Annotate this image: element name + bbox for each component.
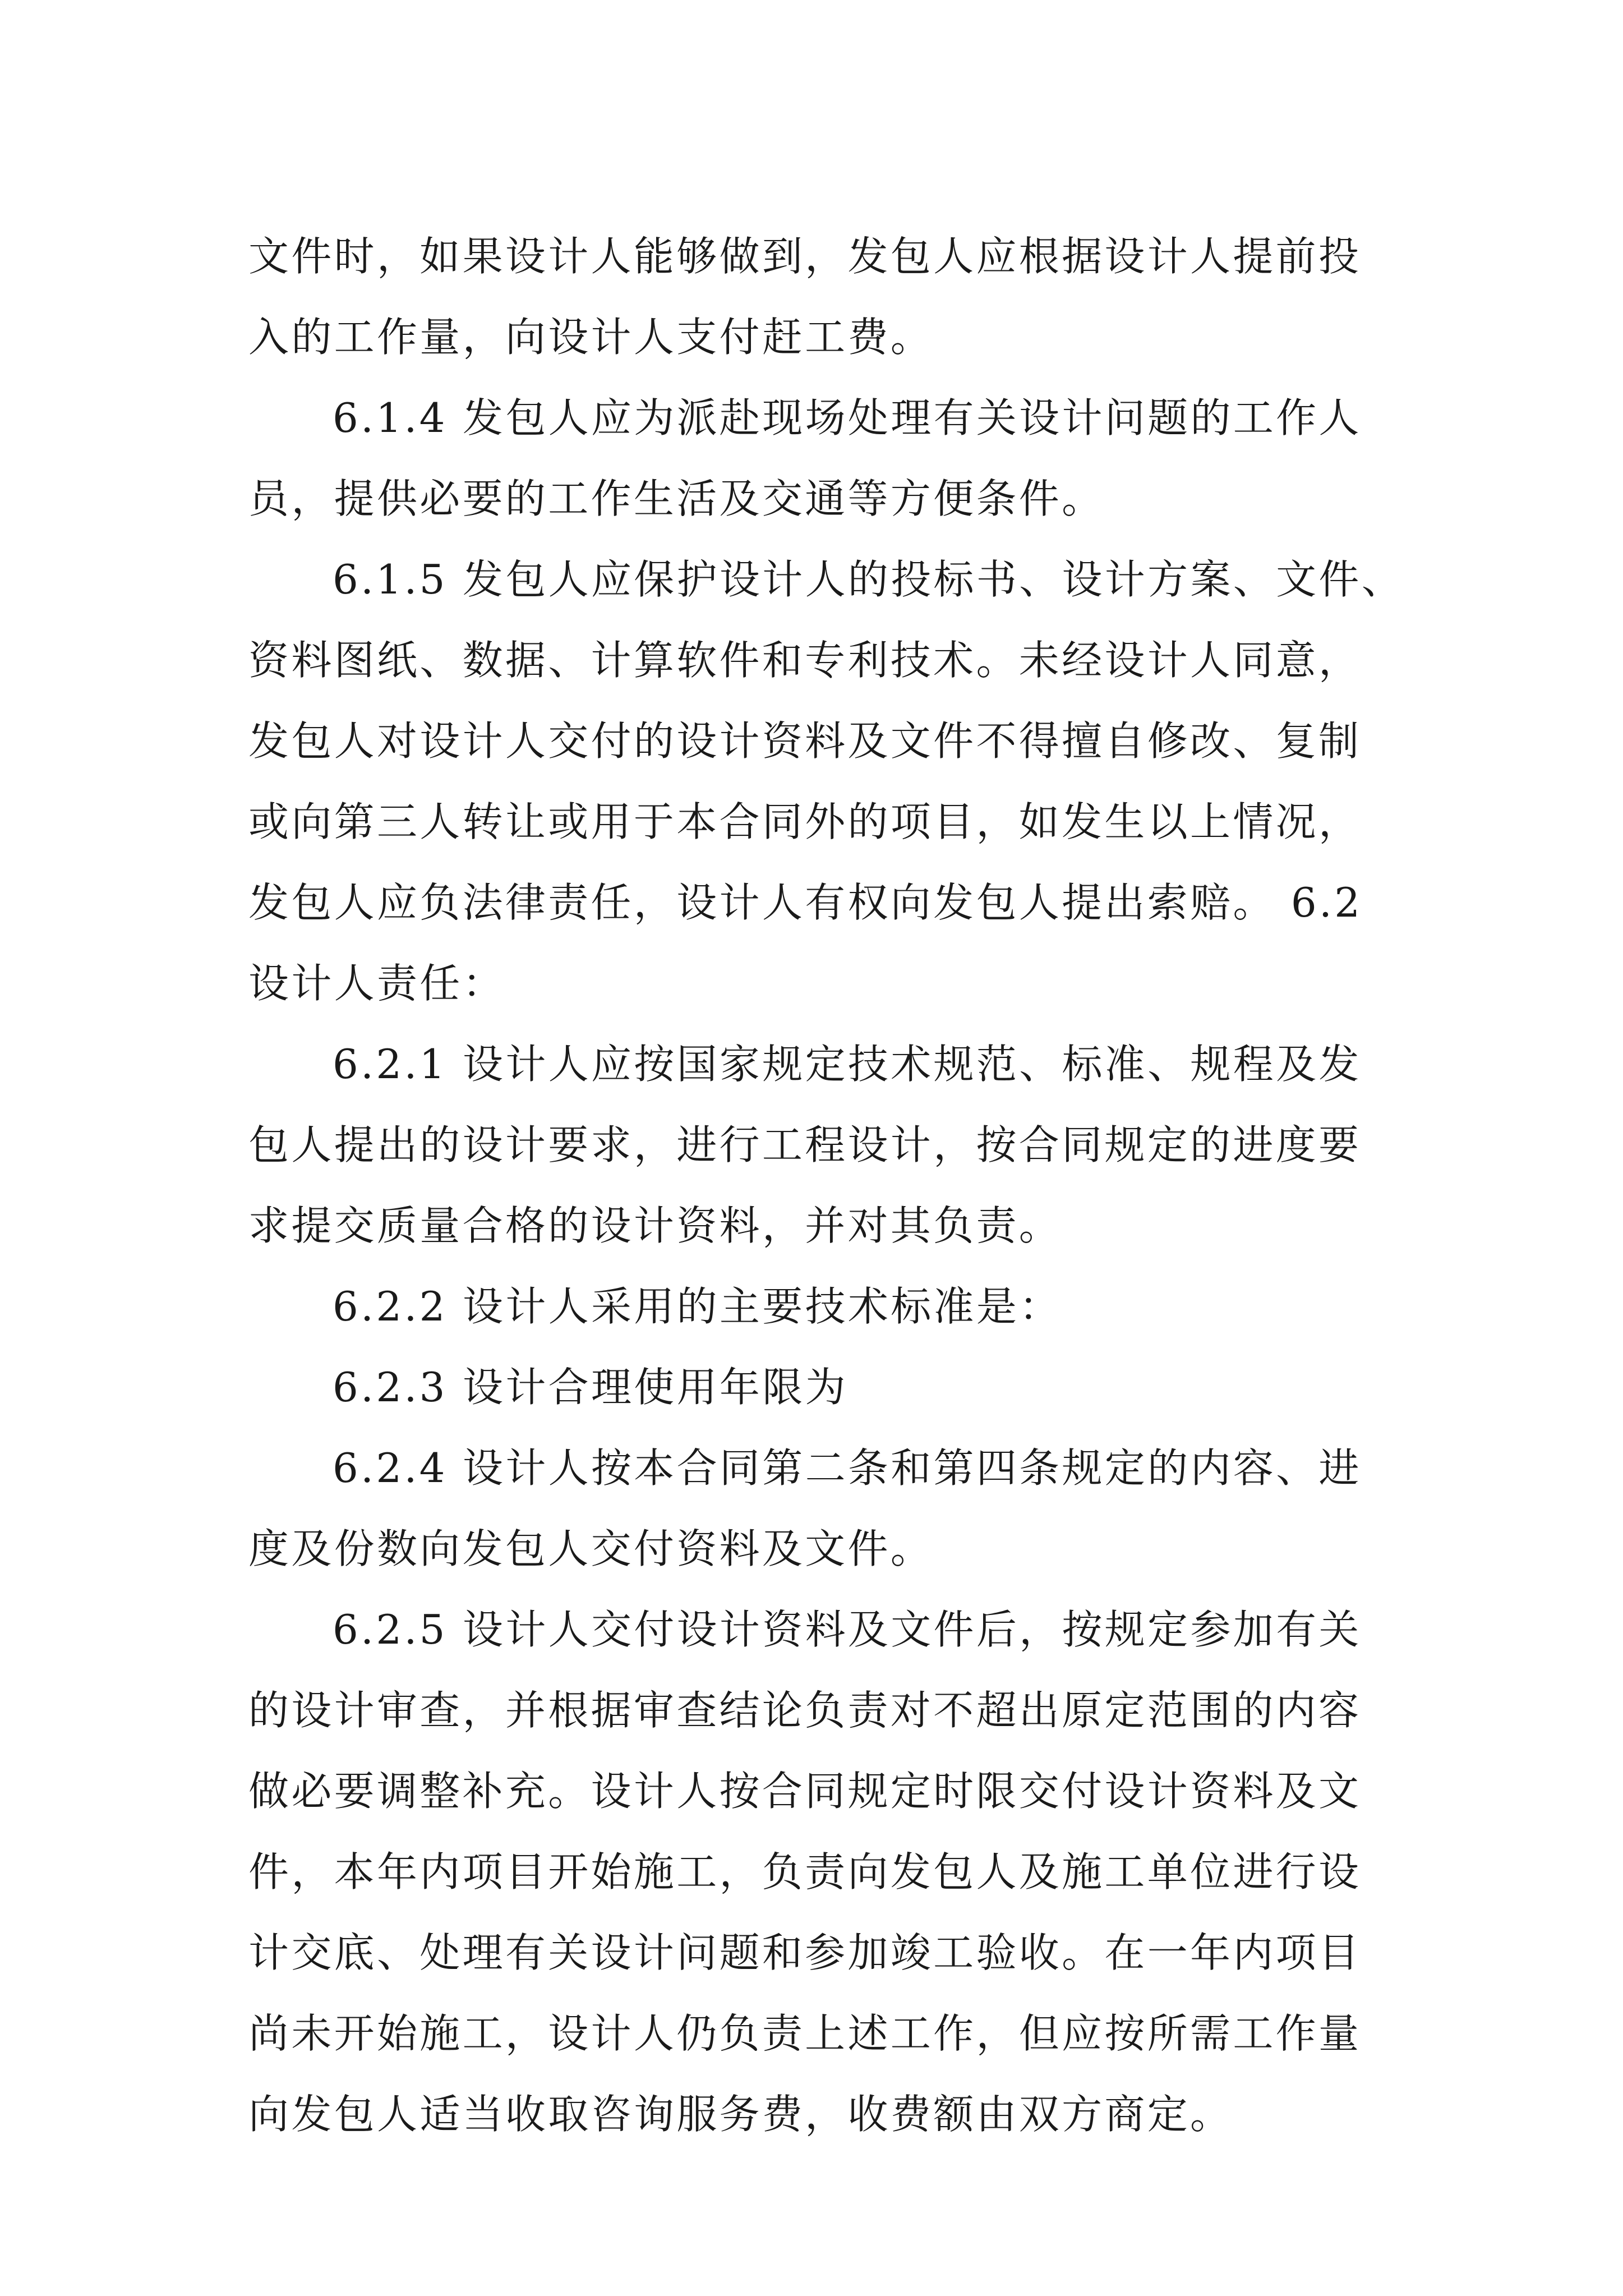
text-line: 资料图纸、数据、计算软件和专利技术。未经设计人同意，: [248, 637, 1362, 684]
text-line: 求提交质量合格的设计资料，并对其负责。: [248, 1202, 1062, 1249]
text-line: 件，本年内项目开始施工，负责向发包人及施工单位进行设: [248, 1848, 1362, 1895]
text-line: 向发包人适当收取咨询服务费，收费额由双方商定。: [248, 2091, 1233, 2138]
text-line: 入的工作量，向设计人支付赶工费。: [248, 314, 934, 361]
text-line: 发包人对设计人交付的设计资料及文件不得擅自修改、复制: [248, 717, 1362, 765]
text-line: 的设计审查，并根据审查结论负责对不超出原定范围的内容: [248, 1687, 1362, 1734]
clause-6-2-3: 6.2.3 设计合理使用年限为: [333, 1364, 848, 1411]
clause-6-2-5: 6.2.5 设计人交付设计资料及文件后，按规定参加有关: [333, 1606, 1362, 1653]
text-line: 文件时，如果设计人能够做到，发包人应根据设计人提前投: [248, 233, 1362, 280]
text-line: 做必要调整补充。设计人按合同规定时限交付设计资料及文: [248, 1768, 1362, 1815]
text-line: 包人提出的设计要求，进行工程设计，按合同规定的进度要: [248, 1121, 1362, 1168]
text-line: 或向第三人转让或用于本合同外的项目，如发生以上情况，: [248, 798, 1362, 845]
text-line: 计交底、处理有关设计问题和参加竣工验收。在一年内项目: [248, 1929, 1362, 1976]
section-6-2-heading: 设计人责任：: [248, 960, 505, 1007]
clause-6-2-2: 6.2.2 设计人采用的主要技术标准是：: [333, 1283, 1062, 1330]
clause-6-1-5: 6.1.5 发包人应保护设计人的投标书、设计方案、文件、: [333, 556, 1405, 603]
text-line: 员，提供必要的工作生活及交通等方便条件。: [248, 475, 1105, 522]
contract-body-text: [248, 216, 1405, 2155]
text-line: 度及份数向发包人交付资料及文件。: [248, 1525, 934, 1572]
clause-6-2-4: 6.2.4 设计人按本合同第二条和第四条规定的内容、进: [333, 1444, 1362, 1492]
text-line: 发包人应负法律责任，设计人有权向发包人提出索赔。 6.2: [248, 879, 1363, 926]
text-line: 尚未开始施工，设计人仍负责上述工作，但应按所需工作量: [248, 2010, 1362, 2057]
clause-6-1-4: 6.1.4 发包人应为派赴现场处理有关设计问题的工作人: [333, 394, 1362, 441]
clause-6-2-1: 6.2.1 设计人应按国家规定技术规范、标准、规程及发: [333, 1041, 1362, 1088]
